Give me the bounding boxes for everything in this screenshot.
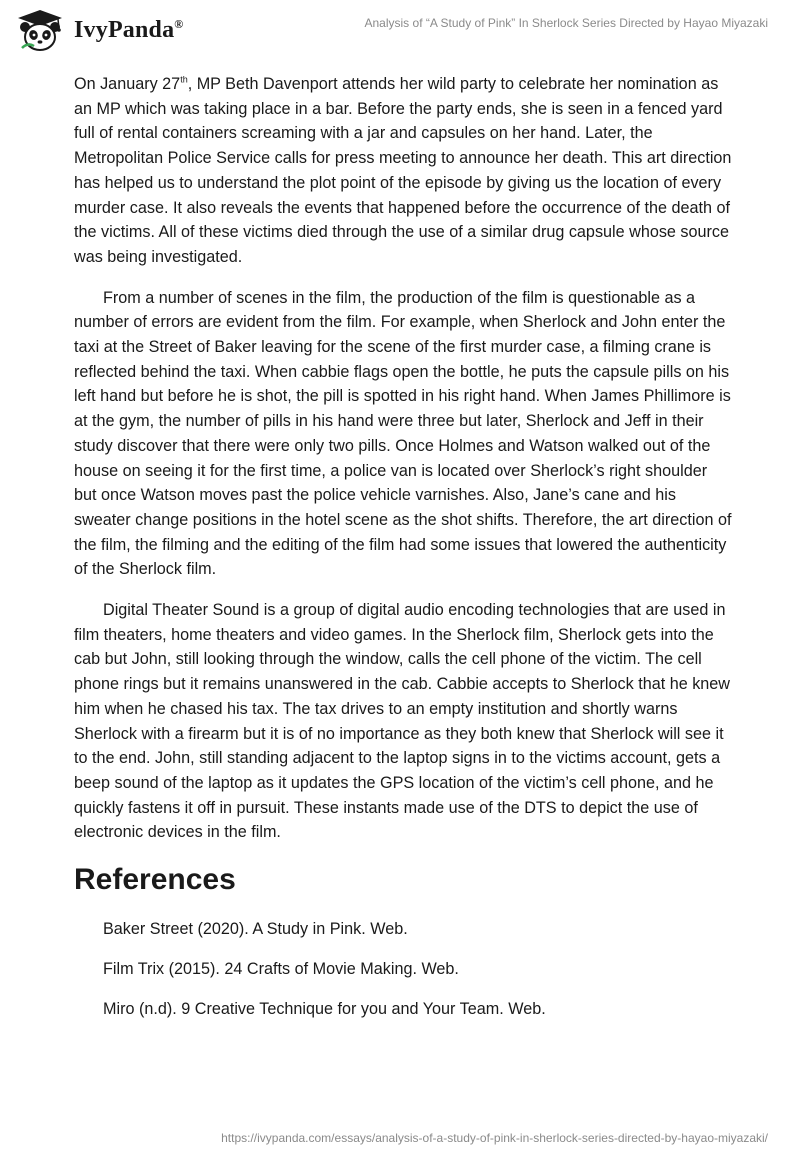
ivypanda-logo[interactable] [14, 8, 183, 52]
ordinal-suffix: th [180, 74, 188, 85]
essay-content [74, 72, 734, 1037]
brand-name: IvyPanda® [74, 16, 184, 43]
source-url-link[interactable]: https://ivypanda.com/essays/analysis-of-a-study-of-pink-in-sherlock-series-directed-by-hayao-miyazaki/ [221, 1131, 768, 1145]
references-heading: References [74, 863, 236, 897]
reference-item: Film Trix (2015). 24 Crafts of Movie Making. Web. [103, 960, 459, 979]
panda-graduate-icon [14, 8, 66, 52]
page-header [0, 0, 800, 60]
paragraph-2: From a number of scenes in the film, the production of the film is questionable as a number of errors are evident from the film. For example, when Sherlock and John enter the taxi at the Street of Baker leaving for the scene of the first murder case, a filming crane is reflected behind the taxi. When cabbie flags open the bottle, he puts the capsule pills on his left hand but before he is shot, the pill is spotted in his right hand. When James Phillimore is at the gym, the number of pills in his hand were three but later, Sherlock and Jeff in their study discover that there were only two pills. Once Holmes and Watson walked out of the house on seeing it for the first time, a police van is located over Sherlock’s right shoulder but once Watson moves past the police vehicle varnishes. Also, Jane’s cane and his sweater change positions in the hotel scene as the shot shifts. Therefore, the art direction of the film, the filming and the editing of the film had some issues that lowered the authenticity of the Sherlock film. [74, 288, 732, 579]
registered-mark: ® [174, 16, 184, 31]
document-title: Analysis of “A Study of Pink” In Sherlock Series Directed by Hayao Miyazaki [364, 16, 768, 30]
reference-item: Baker Street (2020). A Study in Pink. Web. [103, 920, 408, 939]
paragraph-1: On January 27th, MP Beth Davenport attends her wild party to celebrate her nomination as an MP which was taking place in a bar. Before the party ends, she is seen in a fenced yard full of rental containers screaming with a jar and capsules on her hand. Later, the Metropolitan Police Service calls for press meeting to announce her death. This art direction has helped us to understand the plot point of the episode by giving us the location of every murder case. It also reveals the events that happened before the occurrence of the death of the victims. All of these victims died through the use of a similar drug capsule whose source was being investigated. [74, 74, 732, 266]
reference-item: Miro (n.d). 9 Creative Technique for you and Your Team. Web. [103, 1000, 546, 1019]
paragraph-3: Digital Theater Sound is a group of digital audio encoding technologies that are used in film theaters, home theaters and video games. In the Sherlock film, Sherlock gets into the cab but John, still looking through the window, calls the cell phone of the victim. The cell phone rings but it remains unanswered in the cab. Cabbie accepts to Sherlock that he knew him when he chased his tax. The tax drives to an empty institution and shortly warns Sherlock with a firearm but it is of no importance as they both knew that Sherlock will see it to the end. John, still standing adjacent to the laptop signs in to the victims account, gets a beep sound of the laptop as it updates the GPS location of the victim’s cell phone, and he quickly fastens it off in pursuit. These instants made use of the DTS to depict the use of electronic devices in the film. [74, 601, 730, 842]
